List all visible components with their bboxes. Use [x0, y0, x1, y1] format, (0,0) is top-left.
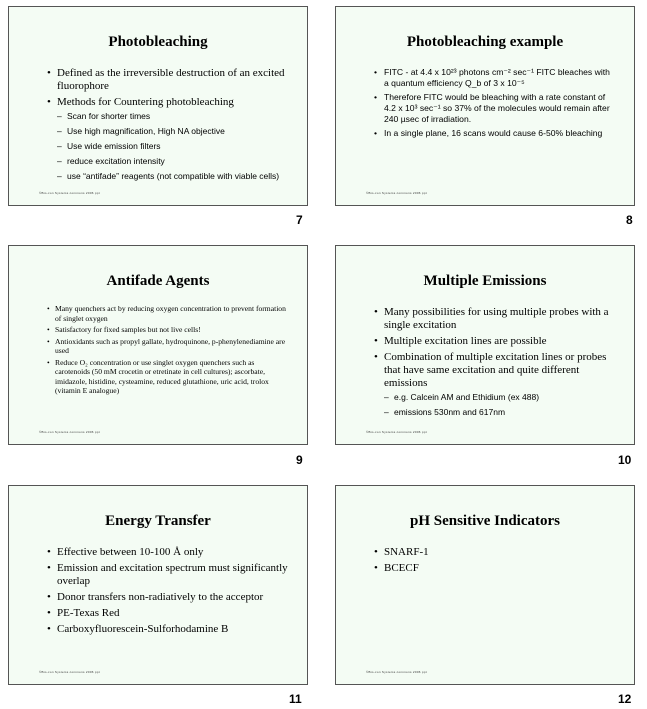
slide-10 — [335, 245, 635, 445]
bullet-item: • SNARF-1 — [374, 546, 616, 559]
bullet-item: • Antioxidants such as propyl gallate, hydroquinone, p-phenylenediamine are used — [47, 337, 289, 356]
sub-bullet-item: – reduce excitation intensity — [57, 156, 289, 167]
slide-title: Multiple Emissions — [423, 273, 547, 289]
page-number: 9 — [296, 453, 303, 467]
bullet-item: • Many quenchers act by reducing oxygen concentration to prevent formation of singlet oxygen — [47, 304, 289, 323]
page-number: 11 — [289, 692, 302, 706]
sub-bullet-item: – e.g. Calcein AM and Ethidium (ex 488) — [384, 392, 616, 403]
page-number: 8 — [626, 213, 633, 227]
slide-8 — [335, 6, 635, 206]
sub-bullet-item: – Use high magnification, High NA objective — [57, 126, 289, 137]
bullet-item: • Therefore FITC would be bleaching with a rate constant of 4.2 x 10³ sec⁻¹ so 37% of the molecules would remain after 240 µsec of irradiation. — [374, 92, 616, 125]
bullet-item: • Multiple excitation lines are possible — [374, 335, 616, 348]
bullet-text: Combination of multiple excitation lines or probes that have same excitation and quite different emissions — [384, 351, 607, 389]
bullet-item: • Many possibilities for using multiple probes with a single excitation — [374, 306, 616, 332]
slide-title: Energy Transfer — [105, 513, 211, 529]
slide-body — [374, 67, 616, 142]
bullet-item: • BCECF — [374, 562, 616, 575]
bullet-item: • Reduce O₂ concentration or use singlet oxygen quenchers such as carotenoids (50 mM crocetin or etretinate in cell cultures); ascorbate, imidazole, histidine, cysteamine, reduced glutathione, uric acid, trolox (vitamin E analogue) — [47, 358, 289, 396]
slide-9 — [8, 245, 308, 445]
bullet-item: • Effective between 10-100 Å only — [47, 546, 289, 559]
slide-footer: ©Bio-con Systems commons 2006 ppt — [366, 191, 427, 195]
slide-body — [374, 306, 616, 422]
page-number: 12 — [618, 692, 632, 706]
slide-title: Antifade Agents — [106, 273, 210, 289]
page-number: 7 — [296, 213, 303, 227]
bullet-item: • Donor transfers non-radiatively to the acceptor — [47, 591, 289, 604]
sub-bullet-item: – use “antifade” reagents (not compatible with viable cells) — [57, 171, 289, 182]
bullet-item — [47, 96, 289, 182]
bullet-item: • Defined as the irreversible destruction of an excited fluorophore — [47, 67, 289, 93]
slide-title: Photobleaching — [108, 34, 208, 50]
slide-body — [47, 304, 289, 398]
slide-title: pH Sensitive Indicators — [409, 513, 560, 529]
slide-footer: ©Bio-con Systems commons 2006 ppt — [39, 670, 100, 674]
bullet-item: • Emission and excitation spectrum must significantly overlap — [47, 562, 289, 588]
bullet-text: Methods for Countering photobleaching — [57, 96, 234, 108]
slide-footer: ©Bio-con Systems commons 2006 ppt — [366, 670, 427, 674]
slide-body — [374, 546, 616, 578]
bullet-item: • In a single plane, 16 scans would cause 6-50% bleaching — [374, 128, 616, 139]
bullet-item: • PE-Texas Red — [47, 607, 289, 620]
sub-bullet-item: – Use wide emission filters — [57, 141, 289, 152]
slide-body — [47, 546, 289, 639]
slide-footer: ©Bio-con Systems commons 2006 ppt — [366, 430, 427, 434]
sub-bullet-item: – Scan for shorter times — [57, 111, 289, 122]
slide-12 — [335, 485, 635, 685]
slide-body — [47, 67, 289, 186]
page-number: 10 — [618, 453, 632, 467]
slide-7 — [8, 6, 308, 206]
slide-title: Photobleaching example — [406, 34, 564, 50]
bullet-item: • FITC - at 4.4 x 10²³ photons cm⁻² sec⁻¹ FITC bleaches with a quantum efficiency Q_b of 3 x 10⁻⁵ — [374, 67, 616, 89]
sub-bullet-item: – emissions 530nm and 617nm — [384, 407, 616, 418]
slide-footer: ©Bio-con Systems commons 2006 ppt — [39, 191, 100, 195]
slide-footer: ©Bio-con Systems commons 2006 ppt — [39, 430, 100, 434]
slide-11 — [8, 485, 308, 685]
bullet-item — [374, 351, 616, 418]
bullet-item: • Carboxyfluorescein-Sulforhodamine B — [47, 623, 289, 636]
bullet-item: • Satisfactory for fixed samples but not live cells! — [47, 325, 289, 335]
